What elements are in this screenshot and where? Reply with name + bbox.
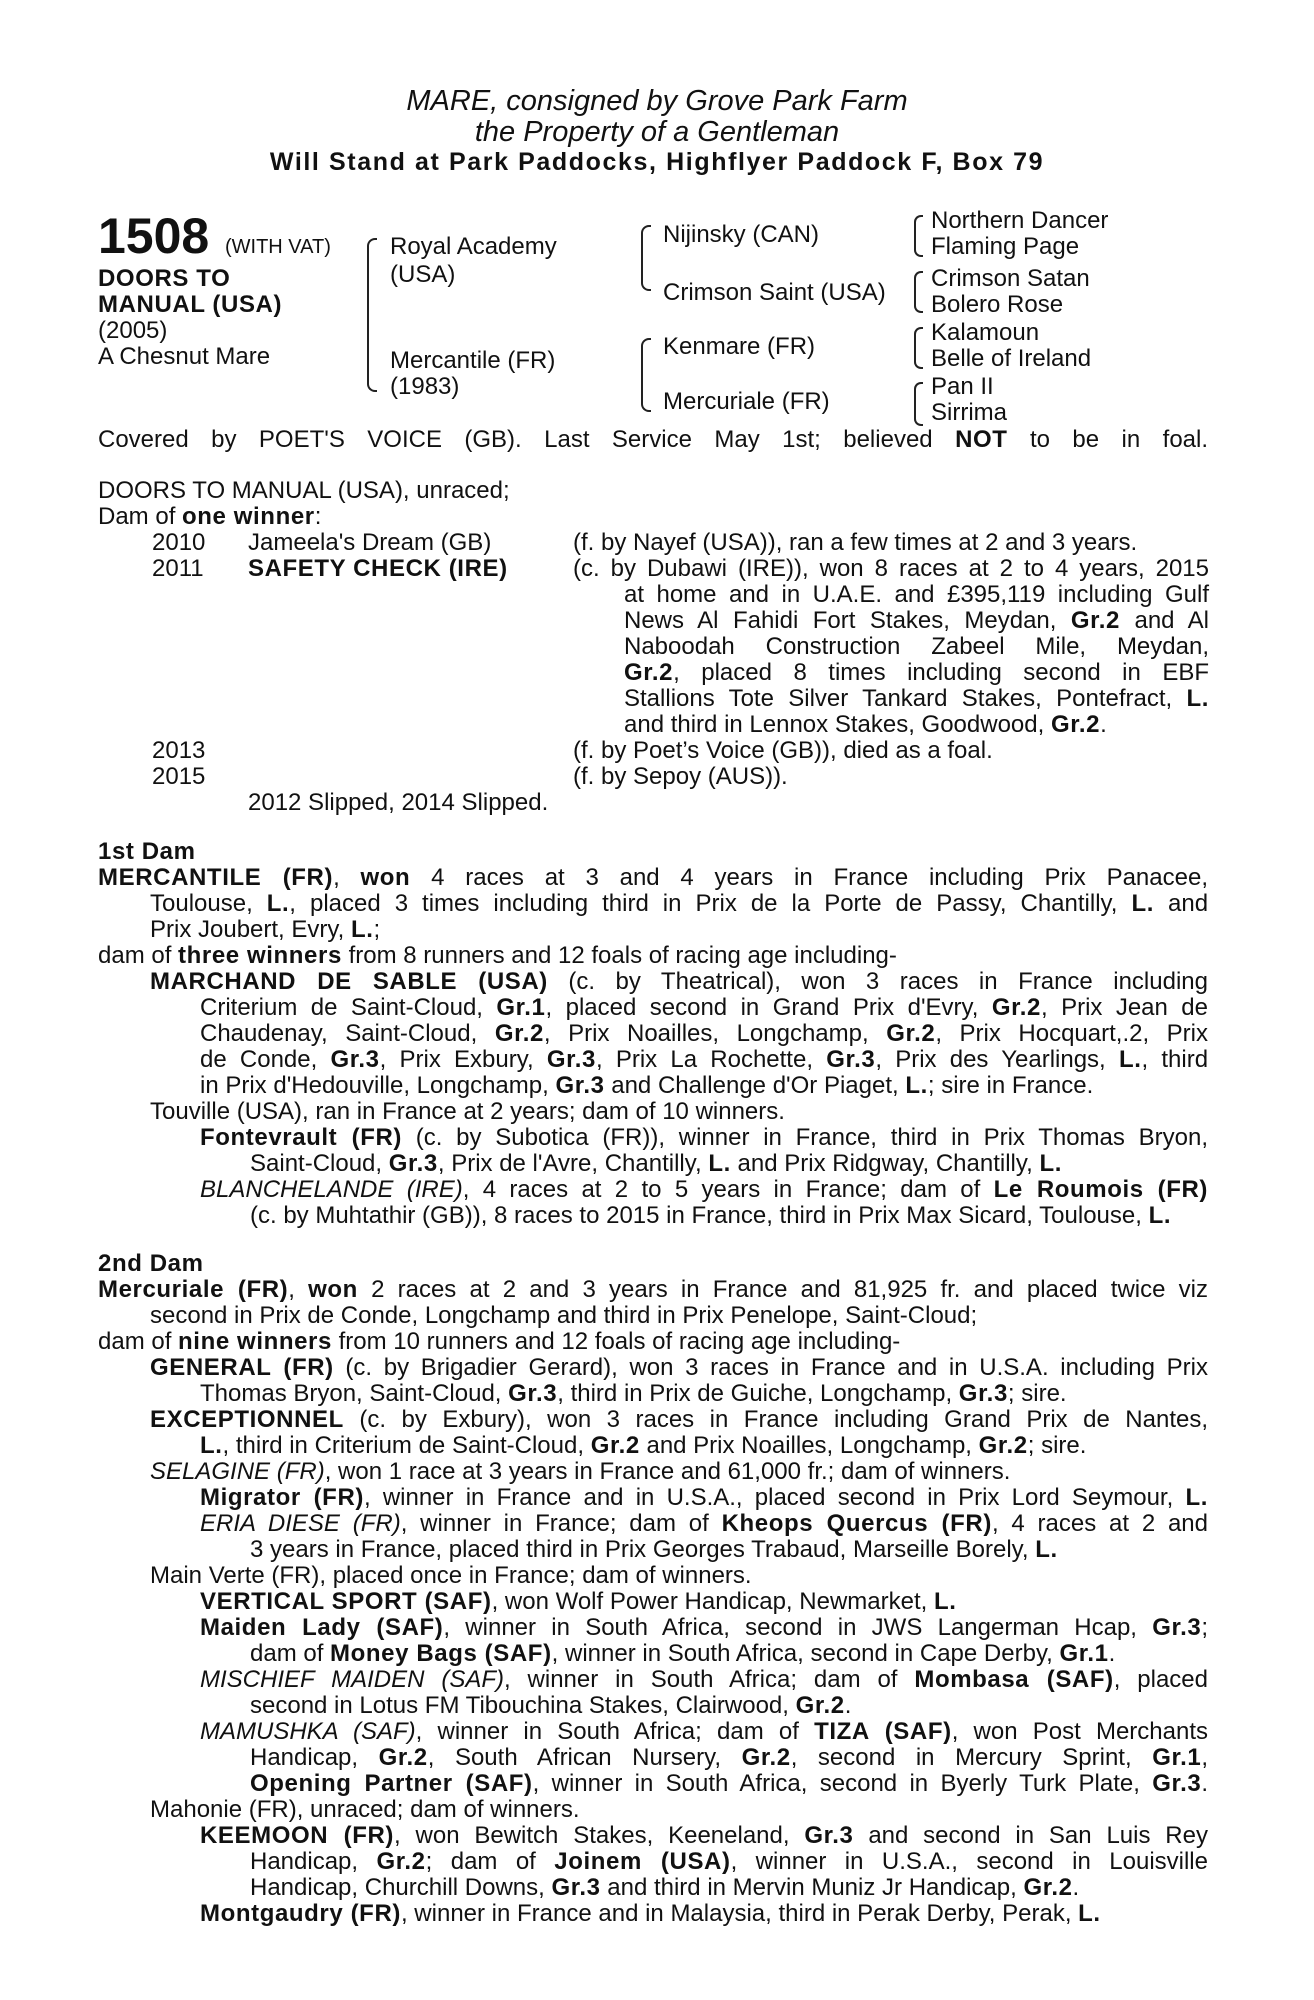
text: , Prix Exbury, <box>379 1046 534 1073</box>
text: and Prix Noailles, Longchamp, <box>639 1432 979 1459</box>
horse-name: MISCHIEF MAIDEN (SAF) <box>200 1666 504 1693</box>
grade-gr2: Gr.2 <box>741 1744 791 1771</box>
second-dam-line-18 <box>200 1719 1208 1745</box>
produce-year-2011: 2011 <box>152 555 204 582</box>
grade-gr2: Gr.2 <box>1050 711 1101 738</box>
text: , Prix Jean de <box>1040 994 1209 1021</box>
grade-listed: L. <box>708 1150 731 1177</box>
horse-name: EXCEPTIONNEL <box>150 1406 344 1433</box>
first-dam-heading: 1st Dam <box>98 838 196 865</box>
pedigree-brace-sire <box>641 225 651 291</box>
horse-name: MARCHAND DE SABLE (USA) <box>150 968 548 995</box>
text: , won Bewitch Stakes, Keeneland, <box>394 1822 790 1849</box>
detail-text: (c. by Dubawi (IRE)), won 8 races at 2 to 4 years, 2015 <box>573 555 1209 582</box>
text: , winner in France and in Malaysia, third in Perak Derby, Perak, <box>400 1900 1079 1927</box>
text: . <box>1072 1874 1080 1901</box>
pedigree-g2: Flaming Page <box>931 233 1080 260</box>
second-dam-line-21: Mahonie (FR), unraced; dam of winners. <box>150 1796 580 1823</box>
second-dam-line-10 <box>200 1511 1208 1537</box>
second-dam-line-13 <box>200 1589 1208 1615</box>
text: (c. by Brigadier Gerard), won 3 races in France and in U.S.A. including Prix <box>345 1354 1208 1381</box>
grade-gr3: Gr.3 <box>330 1046 380 1073</box>
consignor-line: MARE, consigned by Grove Park Farm <box>406 85 908 117</box>
first-dam-line-14 <box>250 1203 1208 1229</box>
text: and <box>1168 890 1209 917</box>
grade-gr3: Gr.3 <box>508 1380 558 1407</box>
property-line: the Property of a Gentleman <box>474 116 840 148</box>
second-dam-line-1 <box>98 1277 1208 1303</box>
detail-text: and Al <box>1134 607 1209 634</box>
horse-name: Kheops Quercus (FR) <box>721 1510 992 1537</box>
text: , second in Mercury Sprint, <box>790 1744 1132 1771</box>
stabling-line: Will Stand at Park Paddocks, Highflyer Paddock F, Box 79 <box>269 148 1045 176</box>
grade-listed: L. <box>1039 1150 1062 1177</box>
detail-text: and third in Lennox Stakes, Goodwood, <box>624 711 1045 738</box>
lot-name-line2: MANUAL (USA) <box>98 291 283 318</box>
text: , won Post Merchants <box>951 1718 1209 1745</box>
vat-label: (WITH VAT) <box>225 236 331 258</box>
text: , third <box>1141 1046 1209 1073</box>
pedigree-g3: Crimson Satan <box>931 265 1090 292</box>
pedigree-brace-g1 <box>914 215 923 257</box>
text: , won Wolf Power Handicap, Newmarket, <box>491 1588 934 1615</box>
text: , Prix Noailles, Longchamp, <box>543 1020 869 1047</box>
text: , <box>333 864 361 891</box>
dam-of-count: one winner <box>182 503 315 530</box>
text: , winner in South Africa, second in Byerly Turk Plate, <box>532 1770 1140 1797</box>
grade-gr3: Gr.3 <box>804 1822 854 1849</box>
produce-intro: DOORS TO MANUAL (USA), unraced; <box>98 477 510 504</box>
grade-gr2: Gr.2 <box>376 1848 426 1875</box>
grade-gr2: Gr.2 <box>991 994 1041 1021</box>
text: ; <box>373 916 381 943</box>
text: , winner in South Africa; dam of <box>504 1666 898 1693</box>
horse-name: SELAGINE (FR) <box>150 1458 325 1485</box>
horse-name: MAMUSHKA (SAF) <box>200 1718 416 1745</box>
grade-gr2: Gr.2 <box>886 1020 936 1047</box>
horse-name: BLANCHELANDE (IRE) <box>200 1176 463 1203</box>
horse-name: Fontevrault (FR) <box>200 1124 402 1151</box>
text: , Prix de l'Avre, Chantilly, <box>437 1150 709 1177</box>
first-dam-line-10: Touville (USA), ran in France at 2 years; dam of 10 winners. <box>150 1098 785 1125</box>
first-dam-line-11 <box>200 1125 1208 1151</box>
produce-year-2010: 2010 <box>152 529 206 556</box>
horse-name: Maiden Lady (SAF) <box>200 1614 444 1641</box>
text: , Prix des Yearlings, <box>875 1046 1106 1073</box>
horse-name: Montgaudry (FR) <box>200 1900 401 1927</box>
produce-detail-2011-2: at home and in U.A.E. and £395,119 including Gulf <box>624 581 1209 608</box>
first-dam-line-3 <box>150 917 1208 943</box>
detail-text: . <box>1100 711 1107 738</box>
second-dam-line-17 <box>250 1693 1208 1719</box>
grade-listed: L. <box>1118 1046 1142 1073</box>
grade-gr2: Gr.2 <box>1023 1874 1073 1901</box>
produce-detail-2011-3 <box>624 608 1209 634</box>
text: Thomas Bryon, Saint-Cloud, <box>200 1380 502 1407</box>
second-dam-line-2: second in Prix de Conde, Longchamp and third in Prix Penelope, Saint-Cloud; <box>150 1302 978 1329</box>
text: , winner in South Africa; dam of <box>415 1718 799 1745</box>
second-dam-line-6 <box>150 1407 1208 1433</box>
second-dam-line-5 <box>200 1381 1208 1407</box>
lot-name-line1: DOORS TO <box>98 265 231 292</box>
text: , winner in South Africa, second in Cape Derby, <box>551 1640 1060 1667</box>
grade-listed: L. <box>1131 890 1154 917</box>
horse-name: Mercuriale (FR) <box>98 1276 289 1303</box>
grade-gr2: Gr.2 <box>590 1432 640 1459</box>
text: Handicap, Churchill Downs, <box>250 1874 552 1901</box>
produce-detail-2011-4: Naboodah Construction Zabeel Mile, Meydan, <box>624 633 1209 660</box>
produce-detail-2010: (f. by Nayef (USA)), ran a few times at 2 and 3 years. <box>573 529 1138 556</box>
detail-text: News Al Fahidi Fort Stakes, Meydan, <box>624 607 1057 634</box>
lot-year: (2005) <box>98 317 168 344</box>
second-dam-heading: 2nd Dam <box>98 1250 204 1277</box>
horse-name: Money Bags (SAF) <box>330 1640 552 1667</box>
text: . <box>1201 1770 1209 1797</box>
text: and third in Mervin Muniz Jr Handicap, <box>600 1874 1024 1901</box>
second-dam-line-23 <box>250 1849 1208 1875</box>
pedigree-sire-dam: Crimson Saint (USA) <box>663 279 886 306</box>
text: Handicap, <box>250 1744 359 1771</box>
text: dam of <box>98 942 179 969</box>
text: and Prix Ridgway, Chantilly, <box>730 1150 1040 1177</box>
second-dam-line-14 <box>200 1615 1208 1641</box>
produce-detail-2011-6 <box>624 686 1209 712</box>
grade-listed: L. <box>1185 1484 1208 1511</box>
winners-count: three winners <box>178 942 342 969</box>
second-dam-line-16 <box>200 1667 1208 1693</box>
grade-gr3: Gr.3 <box>958 1380 1008 1407</box>
grade-gr3: Gr.3 <box>388 1150 438 1177</box>
text: and Challenge d'Or Piaget, <box>604 1072 906 1099</box>
text: , 4 races at 2 to 5 years in France; dam of <box>462 1176 981 1203</box>
text: , won 1 race at 3 years in France and 61,000 fr.; dam of winners. <box>324 1458 1011 1485</box>
pedigree-g1: Northern Dancer <box>931 207 1109 234</box>
horse-name: Mombasa (SAF) <box>914 1666 1114 1693</box>
lot-description: A Chesnut Mare <box>98 343 271 370</box>
pedigree-dam: Mercantile (FR) <box>390 347 556 374</box>
text: Prix Joubert, Evry, <box>150 916 345 943</box>
grade-listed: L. <box>1148 1202 1172 1229</box>
produce-slipped: 2012 Slipped, 2014 Slipped. <box>248 789 549 816</box>
grade-listed: L. <box>200 1432 223 1459</box>
text: Toulouse, <box>150 890 253 917</box>
produce-detail-2011-7 <box>624 712 1107 738</box>
grade-listed: L. <box>1035 1536 1058 1563</box>
text: 4 races at 3 and 4 years in France including Prix Panacee, <box>410 864 1208 891</box>
pedigree-g6: Belle of Ireland <box>931 345 1092 372</box>
text: ; sire. <box>1027 1432 1087 1459</box>
produce-detail-2011-1 <box>573 556 1209 582</box>
produce-detail-2013: (f. by Poet’s Voice (GB)), died as a foal. <box>573 737 993 764</box>
text: , winner in South Africa, second in JWS Langerman Hcap, <box>443 1614 1137 1641</box>
horse-name: VERTICAL SPORT (SAF) <box>200 1588 492 1615</box>
produce-detail-2011-5 <box>624 660 1209 686</box>
first-dam-line-7 <box>200 1021 1208 1047</box>
first-dam-line-9 <box>200 1073 1208 1099</box>
grade-listed: L. <box>266 890 290 917</box>
horse-name: KEEMOON (FR) <box>200 1822 395 1849</box>
text: , winner in France and in U.S.A., placed second in Prix Lord Seymour, <box>363 1484 1174 1511</box>
horse-name: ERIA DIESE (FR) <box>200 1510 401 1537</box>
second-dam-line-15 <box>250 1641 1208 1667</box>
pedigree-sire-country: (USA) <box>390 261 456 288</box>
text: 3 years in France, placed third in Prix Georges Trabaud, Marseille Borely, <box>250 1536 1036 1563</box>
first-dam-line-2 <box>150 891 1208 917</box>
grade-listed: L. <box>1186 685 1209 712</box>
text: 2 races at 2 and 3 years in France and 81,925 fr. and placed twice viz <box>357 1276 1208 1303</box>
text: , South African Nursery, <box>427 1744 722 1771</box>
second-dam-line-19 <box>250 1745 1208 1771</box>
grade-listed: L. <box>1078 1900 1101 1927</box>
pedigree-sire-sire: Nijinsky (CAN) <box>663 221 819 248</box>
horse-name: MERCANTILE (FR) <box>98 864 334 891</box>
produce-detail-2015: (f. by Sepoy (AUS)). <box>573 763 788 790</box>
dam-of-colon: : <box>314 503 322 530</box>
text: . <box>844 1692 852 1719</box>
grade-gr2: Gr.2 <box>1070 607 1121 634</box>
text: Criterium de Saint-Cloud, <box>200 994 483 1021</box>
text: , placed second in Grand Prix d'Evry, <box>545 994 979 1021</box>
grade-gr3: Gr.3 <box>826 1046 876 1073</box>
text: and second in San Luis Rey <box>868 1822 1208 1849</box>
second-dam-line-9 <box>200 1485 1208 1511</box>
text: , <box>1201 1744 1208 1771</box>
text: , placed <box>1113 1666 1209 1693</box>
second-dam-line-11 <box>250 1537 1208 1563</box>
pedigree-g5: Kalamoun <box>931 319 1040 346</box>
covered-not: NOT <box>955 426 1008 453</box>
text: , Prix La Rochette, <box>595 1046 813 1073</box>
text: , placed 3 times including third in Prix de la Porte de Passy, Chantilly, <box>289 890 1118 917</box>
grade-gr2: Gr.2 <box>624 659 674 686</box>
first-dam-line-13 <box>200 1177 1208 1203</box>
text: from 10 runners and 12 foals of racing age including- <box>331 1328 901 1355</box>
grade-gr3: Gr.3 <box>1152 1614 1202 1641</box>
first-dam-line-6 <box>200 995 1208 1021</box>
grade-gr2: Gr.2 <box>494 1020 544 1047</box>
grade-gr1: Gr.1 <box>1059 1640 1109 1667</box>
text: dam of <box>98 1328 179 1355</box>
pedigree-dam-year: (1983) <box>390 373 460 400</box>
pedigree-g8: Sirrima <box>931 399 1007 426</box>
pedigree-brace-g3 <box>914 327 923 369</box>
text: (c. by Subotica (FR)), winner in France, third in Prix Thomas Bryon, <box>415 1124 1209 1151</box>
grade-gr3: Gr.3 <box>546 1046 596 1073</box>
detail-text: Stallions Tote Silver Tankard Stakes, Pontefract, <box>624 685 1173 712</box>
text: ; sire. <box>1007 1380 1067 1407</box>
horse-name: TIZA (SAF) <box>814 1718 952 1745</box>
second-dam-line-22 <box>200 1823 1208 1849</box>
second-dam-line-8 <box>150 1459 1208 1485</box>
text: , winner in U.S.A., second in Louisville <box>730 1848 1208 1875</box>
text: in Prix d'Hedouville, Longchamp, <box>200 1072 549 1099</box>
text: from 8 runners and 12 foals of racing age including- <box>341 942 897 969</box>
pedigree-brace-main <box>367 238 377 392</box>
pedigree-g4: Bolero Rose <box>931 291 1064 318</box>
second-dam-line-25 <box>200 1901 1208 1927</box>
grade-gr2: Gr.2 <box>378 1744 428 1771</box>
produce-dam-of <box>98 504 1208 530</box>
horse-name: Migrator (FR) <box>200 1484 364 1511</box>
text: (c. by Muhtathir (GB)), 8 races to 2015 in France, third in Prix Max Sicard, Toulouse, <box>250 1202 1142 1229</box>
second-dam-line-20 <box>250 1771 1208 1797</box>
text: , 4 races at 2 and <box>991 1510 1209 1537</box>
text: , <box>288 1276 309 1303</box>
pedigree-dam-dam: Mercuriale (FR) <box>663 388 830 415</box>
text: Chaudenay, Saint-Cloud, <box>200 1020 478 1047</box>
produce-name-2010: Jameela's Dream (GB) <box>248 529 492 556</box>
first-dam-line-4 <box>98 943 1208 969</box>
pedigree-g7: Pan II <box>931 373 994 400</box>
grade-listed: L. <box>905 1072 928 1099</box>
second-dam-line-4 <box>150 1355 1208 1381</box>
grade-listed: L. <box>350 916 374 943</box>
grade-gr2: Gr.2 <box>795 1692 845 1719</box>
text: ; sire in France. <box>927 1072 1094 1099</box>
grade-listed: L. <box>933 1588 957 1615</box>
grade-gr1: Gr.1 <box>1152 1744 1202 1771</box>
second-dam-line-3 <box>98 1329 1208 1355</box>
horse-name: Le Roumois (FR) <box>993 1176 1208 1203</box>
covered-line <box>98 427 1208 453</box>
text: , winner in France; dam of <box>400 1510 709 1537</box>
pedigree-dam-sire: Kenmare (FR) <box>663 333 816 360</box>
text: , third in Prix de Guiche, Longchamp, <box>557 1380 953 1407</box>
lot-number: 1508 <box>98 208 210 264</box>
text: Saint-Cloud, <box>250 1150 383 1177</box>
text: . <box>1108 1640 1116 1667</box>
first-dam-line-5 <box>150 969 1208 995</box>
grade-gr2: Gr.2 <box>978 1432 1028 1459</box>
horse-name: Joinem (USA) <box>554 1848 731 1875</box>
covered-text-end: to be in foal. <box>1029 426 1209 453</box>
text: ; <box>1201 1614 1209 1641</box>
dam-of-label: Dam of <box>98 503 176 530</box>
won-label: won <box>308 1276 358 1303</box>
first-dam-line-8 <box>200 1047 1208 1073</box>
winners-count: nine winners <box>178 1328 332 1355</box>
won-label: won <box>360 864 411 891</box>
text: ; dam of <box>425 1848 536 1875</box>
produce-year-2013: 2013 <box>152 737 206 764</box>
text: de Conde, <box>200 1046 318 1073</box>
pedigree-brace-g4 <box>914 382 923 426</box>
text: , Prix Hocquart,.2, Prix <box>935 1020 1209 1047</box>
produce-year-2015: 2015 <box>152 763 206 790</box>
grade-gr3: Gr.3 <box>1152 1770 1202 1797</box>
second-dam-line-12: Main Verte (FR), placed once in France; dam of winners. <box>150 1562 752 1589</box>
text: (c. by Theatrical), won 3 races in France including <box>568 968 1208 995</box>
horse-name: Opening Partner (SAF) <box>250 1770 533 1797</box>
horse-name: GENERAL (FR) <box>150 1354 334 1381</box>
text: (c. by Exbury), won 3 races in France including Grand Prix de Nantes, <box>359 1406 1209 1433</box>
second-dam-line-7 <box>200 1433 1208 1459</box>
text: Handicap, <box>250 1848 359 1875</box>
first-dam-line-12 <box>250 1151 1208 1177</box>
text: second in Lotus FM Tibouchina Stakes, Clairwood, <box>250 1692 796 1719</box>
grade-gr3: Gr.3 <box>551 1874 601 1901</box>
pedigree-brace-g2 <box>914 271 923 313</box>
first-dam-line-1 <box>98 865 1208 891</box>
grade-gr3: Gr.3 <box>555 1072 605 1099</box>
grade-gr1: Gr.1 <box>496 994 546 1021</box>
text: dam of <box>250 1640 331 1667</box>
detail-text: , placed 8 times including second in EBF <box>673 659 1209 686</box>
pedigree-sire: Royal Academy <box>390 233 557 260</box>
text: , third in Criterium de Saint-Cloud, <box>222 1432 591 1459</box>
pedigree-brace-dam <box>641 338 651 412</box>
produce-name-2011: SAFETY CHECK (IRE) <box>248 555 508 582</box>
second-dam-line-24 <box>250 1875 1208 1901</box>
covered-text: Covered by POET'S VOICE (GB). Last Service May 1st; believed <box>98 426 933 453</box>
